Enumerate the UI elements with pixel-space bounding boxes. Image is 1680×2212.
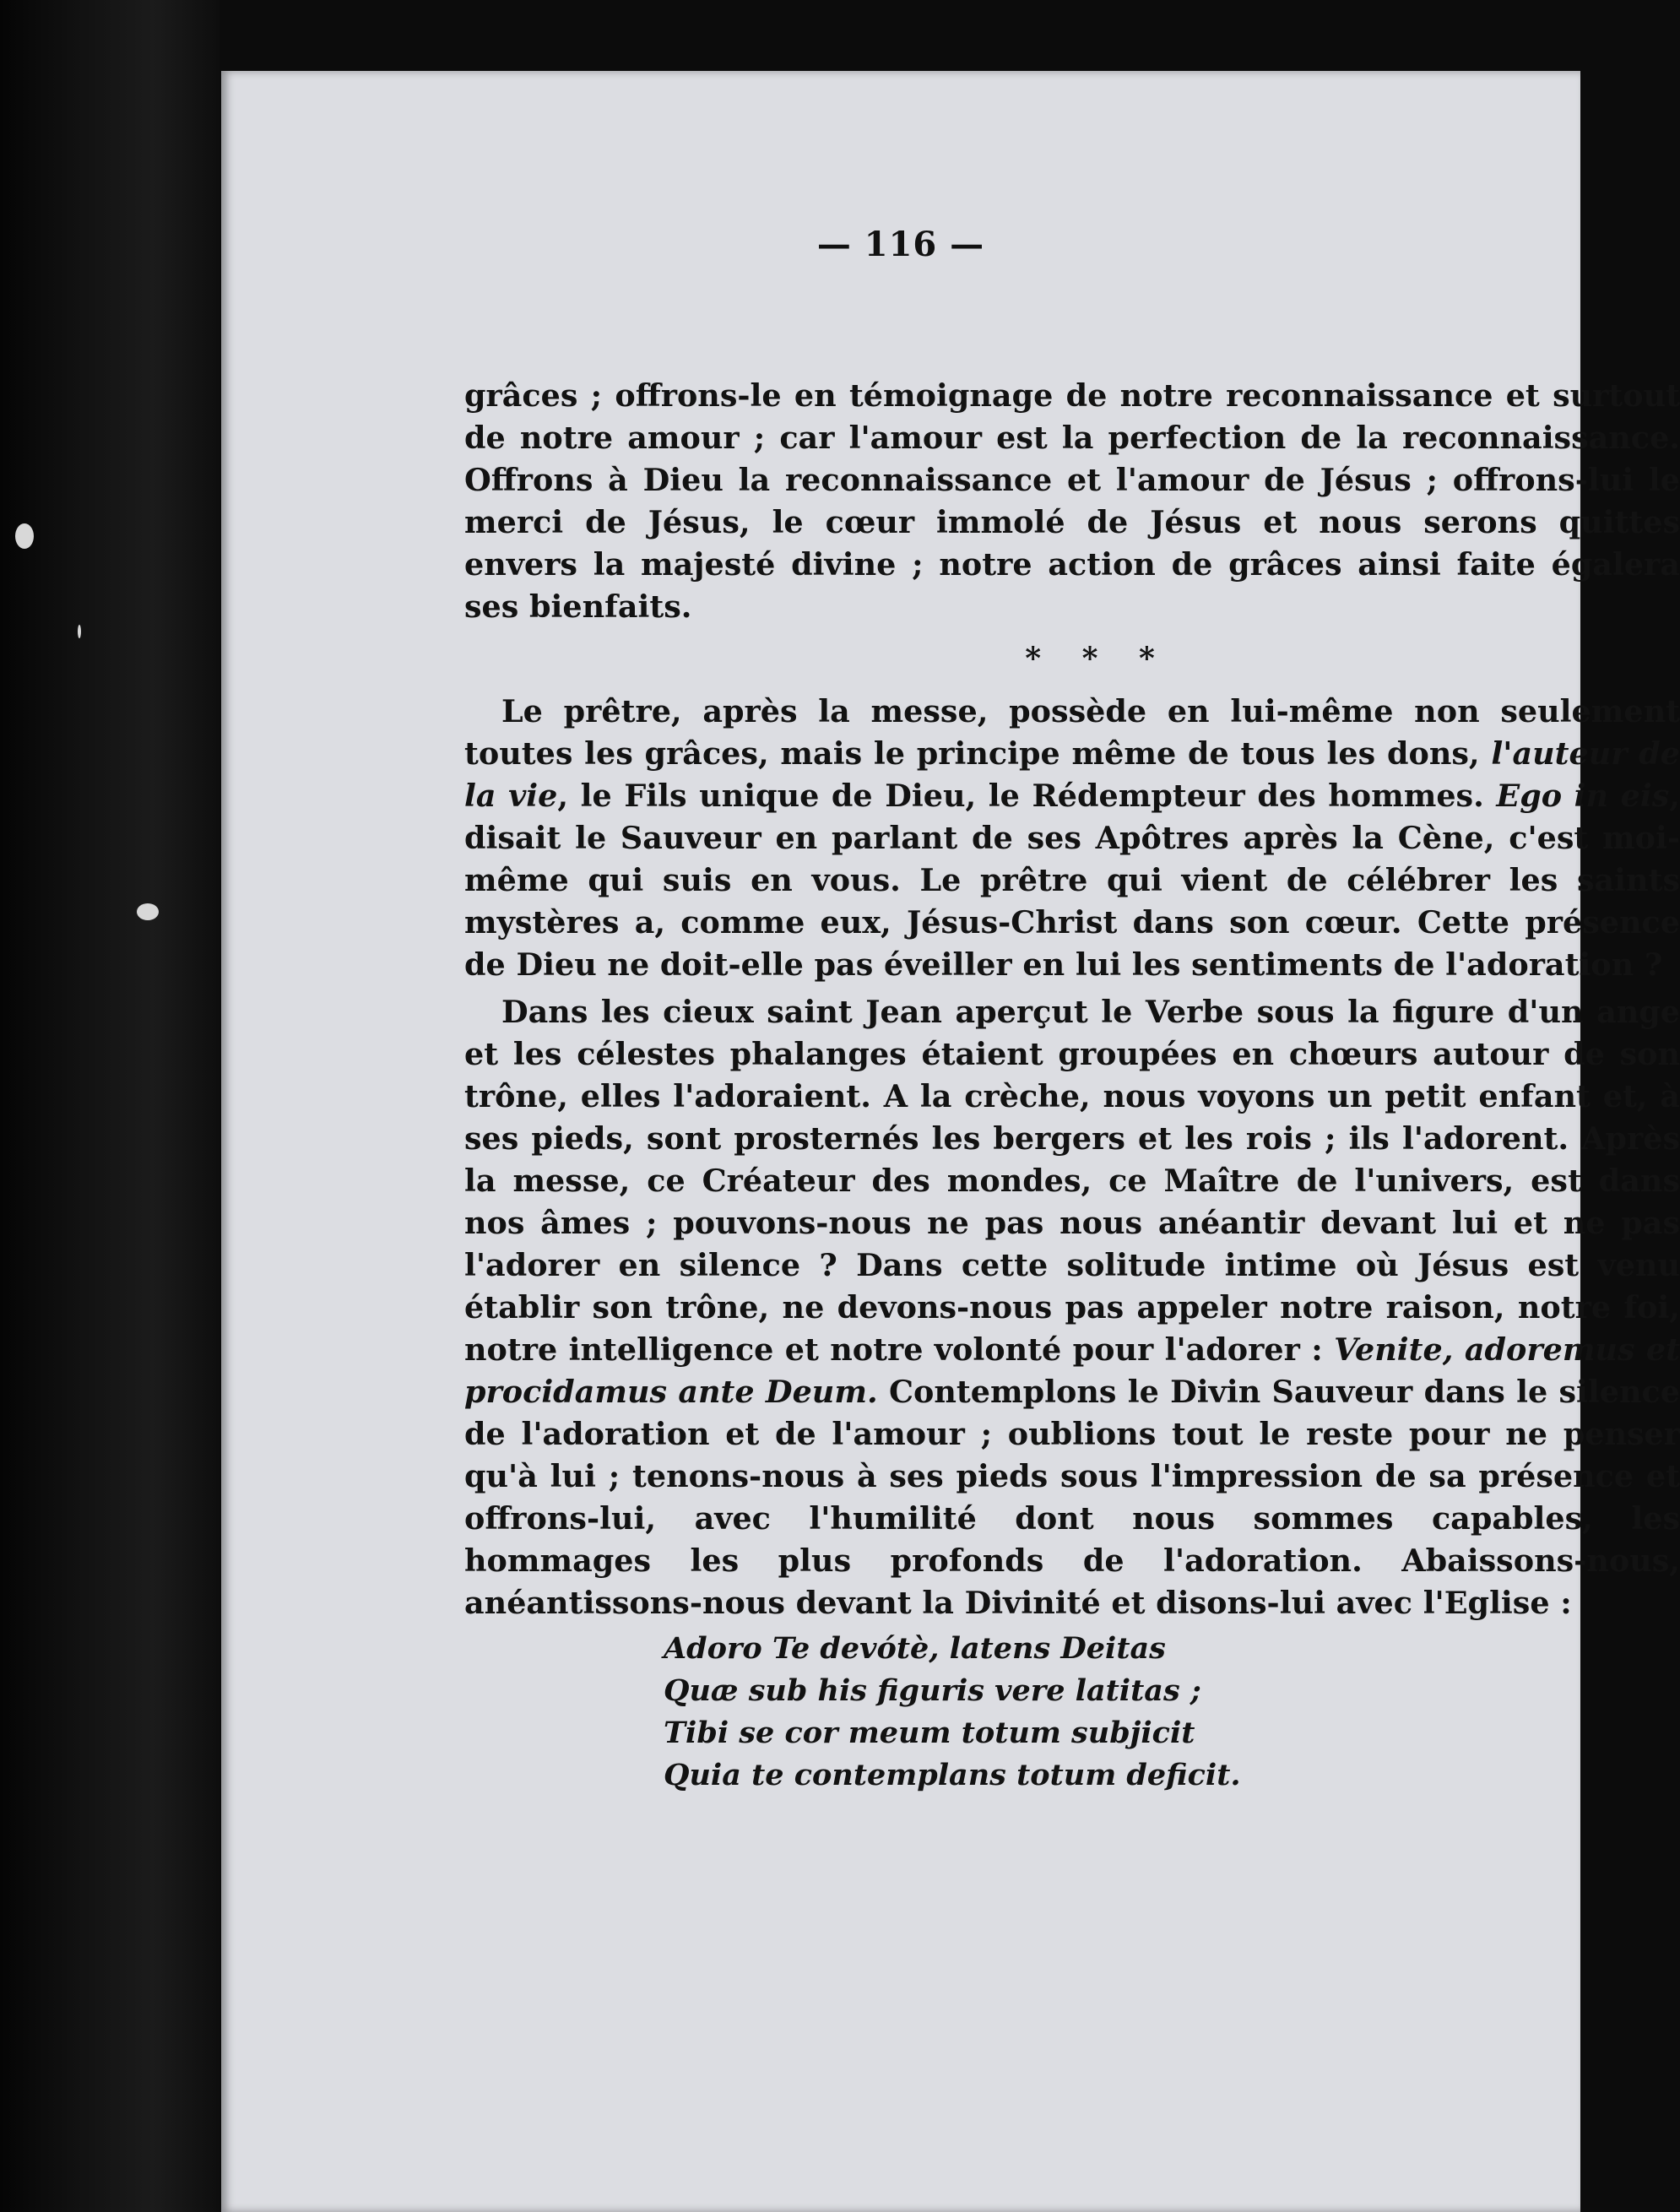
latin-verse [664,1628,1680,1797]
paragraph-2-text-1: Le prêtre, après la messe, possède en lui-même non seulement toutes les grâces, mais le principe même de tous les dons, [464,693,1680,772]
verse-line: Adoro Te devótè, latens Deitas [664,1631,1166,1666]
paragraph-3-text-2: Contemplons le Divin Sauveur dans le silence de l'adoration et de l'amour ; oublions tout le reste pour ne penser qu'à lui ; tenons-nous à ses pieds sous l'impression de sa présence et offrons-lui, avec l'humilité dont nous sommes capables, les hommages les plus profonds de l'adoration. Abaissons-nous, anéantissons-nous devant la Divinité et disons-lui avec l'Eglise : [464,1374,1680,1621]
paragraph-3-italic-1: Venite, adoremus et procidamus ante Deum. [464,1331,1680,1410]
verse-line: Quia te contemplans totum deficit. [664,1758,1241,1792]
scan-speck [137,903,159,920]
paragraph-2 [464,691,1680,986]
paragraph-3-text-1: Dans les cieux saint Jean aperçut le Verbe sous la figure d'un ange et les célestes phalanges étaient groupées en chœurs autour de son trône, elles l'adoraient. A la crèche, nous voyons un petit enfant et, à ses pieds, sont prosternés les bergers et les rois ; ils l'adorent. Après la messe, ce Créateur des mondes, ce Maître de l'univers, est dans nos âmes ; pouvons-nous ne pas nous anéantir devant lui et ne pas l'adorer en silence ? Dans cette solitude intime où Jésus est venu établir son trône, ne devons-nous pas appeler notre raison, notre foi, notre intelligence et notre volonté pour l'adorer : [464,994,1680,1368]
paragraph-2-text-3: , disait le Sauveur en parlant de ses Apôtres après la Cène, c'est moi-même qui suis en vous. Le prêtre qui vient de célébrer les saints mystères a, comme eux, Jésus-Christ dans son cœur. Cette présence de Dieu ne doit-elle pas éveiller en lui les sentiments de l'adoration ? [464,778,1680,983]
scan-speck [15,523,34,549]
page-text [464,375,1680,1797]
verse-line: Tibi se cor meum totum subjicit [664,1716,1195,1750]
section-asterism: * * * [1025,641,1170,676]
paragraph-2-text-2: , le Fils unique de Dieu, le Rédempteur des hommes. [557,778,1497,814]
verse-line: Quæ sub his figuris vere latitas ; [664,1673,1201,1708]
paragraph-1: grâces ; offrons-le en témoignage de notre reconnaissance et surtout de notre amour ; car l'amour est la perfection de la reconnaissance. Offrons à Dieu la reconnaissance et l'amour de Jésus ; offrons-lui le merci de Jésus, le cœur immolé de Jésus et nous serons quittes envers la majesté divine ; notre action de grâces ainsi faite égalera ses bienfaits. [464,377,1680,625]
book-page [221,71,1680,2212]
scan-background-edge [0,0,219,2212]
paragraph-2-italic-2: Ego in eis [1496,778,1670,814]
paragraph-2-italic-1: l'auteur de la vie [464,735,1680,814]
scan-speck [78,625,81,638]
paragraph-3 [464,991,1680,1624]
page-number: — 116 — [816,225,985,264]
